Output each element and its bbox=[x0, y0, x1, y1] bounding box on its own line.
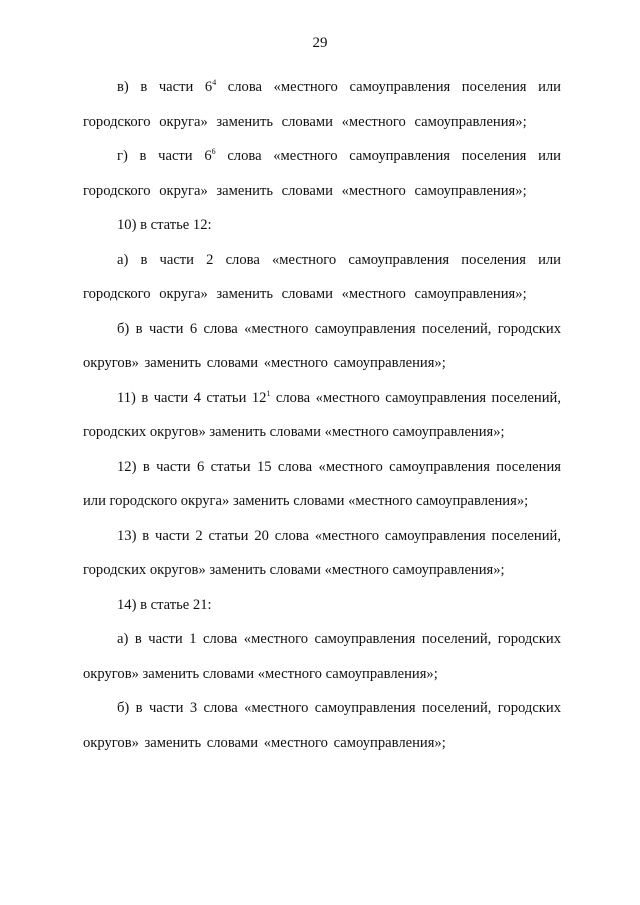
paragraph-text: 12) в части 6 статьи 15 слова «местного самоуправления поселения или городского округа» заменить словами «местного самоуправления»; bbox=[83, 458, 561, 509]
paragraph-text: 11) в части 4 статьи 12 bbox=[117, 389, 267, 406]
paragraph-text: а) в части 1 слова «местного самоуправления поселений, городских округов» заменить словами «местного самоуправления»; bbox=[83, 631, 561, 682]
paragraph-12 bbox=[83, 450, 561, 519]
paragraph-a-12 bbox=[83, 243, 561, 312]
paragraph-text: 13) в части 2 статьи 20 слова «местного самоуправления поселений, городских округов» заменить словами «местного самоуправления»; bbox=[83, 527, 561, 578]
paragraph-b-21 bbox=[83, 691, 561, 760]
paragraph-v bbox=[83, 70, 561, 139]
paragraph-13 bbox=[83, 519, 561, 588]
paragraph-b-12 bbox=[83, 312, 561, 381]
paragraph-text: в) в части 6 bbox=[117, 79, 213, 95]
page-number: 29 bbox=[312, 35, 328, 51]
paragraph-11 bbox=[83, 381, 561, 450]
paragraph-text: слова «местного самоуправления поселения или городского округа» заменить словами «местного самоуправления»; bbox=[83, 148, 561, 199]
superscript: 6 bbox=[211, 147, 216, 156]
superscript: 4 bbox=[212, 78, 217, 87]
paragraph-text: 14) в статье 21: bbox=[117, 596, 212, 613]
paragraph-text: б) в части 3 слова «местного самоуправления поселений, городских округов» заменить словами «местного самоуправления»; bbox=[83, 700, 561, 751]
paragraph-g bbox=[83, 139, 561, 208]
document-body bbox=[83, 70, 561, 760]
superscript: 1 bbox=[266, 388, 271, 398]
paragraph-text: б) в части 6 слова «местного самоуправления поселений, городских округов» заменить словами «местного самоуправления»; bbox=[83, 320, 561, 371]
paragraph-14 bbox=[83, 588, 561, 623]
paragraph-text: г) в части 6 bbox=[117, 148, 212, 164]
paragraph-10 bbox=[83, 208, 561, 243]
paragraph-text: слова «местного самоуправления поселения или городского округа» заменить словами «местного самоуправления»; bbox=[83, 79, 561, 130]
paragraph-text: а) в части 2 слова «местного самоуправления поселения или городского округа» заменить словами «местного самоуправления»; bbox=[83, 251, 561, 302]
paragraph-text: слова «местного самоуправления поселений, городских округов» заменить словами «местного самоуправления»; bbox=[83, 389, 561, 440]
paragraph-text: 10) в статье 12: bbox=[117, 217, 212, 233]
paragraph-a-21 bbox=[83, 622, 561, 691]
